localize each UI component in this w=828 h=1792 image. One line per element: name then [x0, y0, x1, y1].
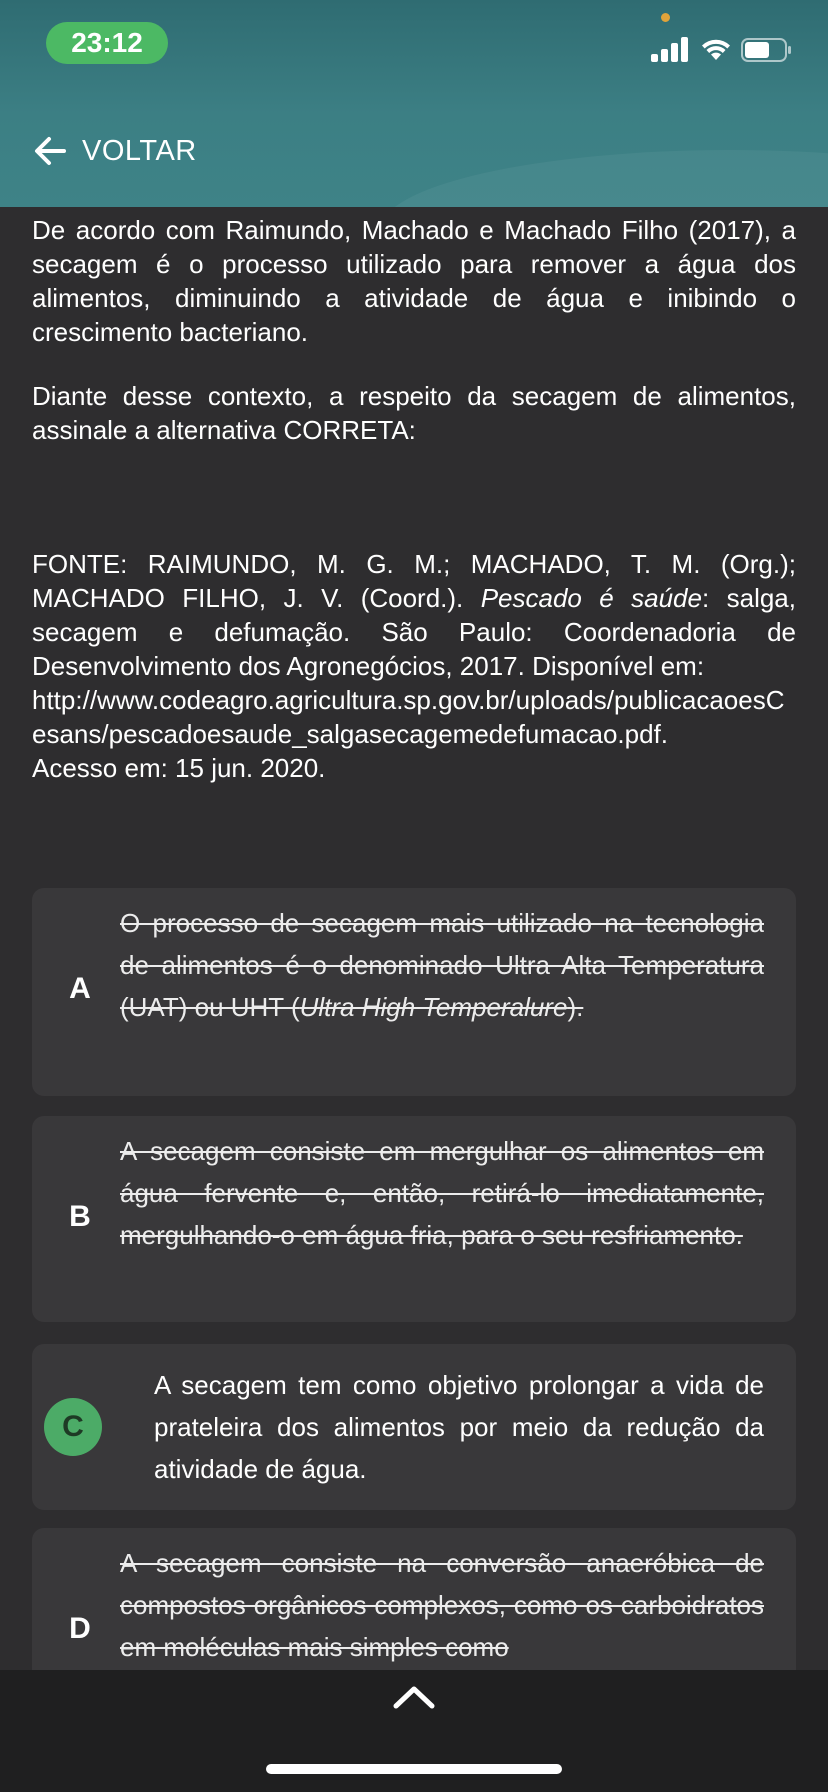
question-source [32, 547, 796, 785]
chevron-up-icon[interactable] [392, 1682, 436, 1712]
wifi-icon [700, 36, 732, 62]
status-time[interactable]: 23:12 [46, 22, 168, 64]
home-indicator[interactable] [266, 1764, 562, 1774]
back-button[interactable] [30, 128, 197, 174]
arrow-left-icon [30, 131, 70, 171]
privacy-indicator-dot [661, 13, 670, 22]
battery-icon [741, 38, 793, 62]
option-text [120, 902, 764, 1028]
question-content [32, 213, 796, 815]
option-a[interactable] [32, 888, 796, 1096]
option-text: A secagem tem como objetivo prolongar a vida de prateleira dos alimentos por meio da redução da atividade de água. [154, 1370, 764, 1484]
question-intro: De acordo com Raimundo, Machado e Machado Filho (2017), a secagem é o processo utilizado para remover a água dos alimentos, diminuindo a atividade de água e inibindo o crescimento bacteriano. [32, 215, 796, 347]
option-letter-correct-badge: C [44, 1398, 102, 1456]
header-decoration [380, 150, 828, 207]
source-title: Pescado é saúde [480, 583, 702, 613]
back-button-label: VOLTAR [82, 134, 197, 167]
option-text-end: ). [567, 992, 584, 1022]
source-access: Acesso em: 15 jun. 2020. [32, 753, 326, 783]
option-letter: A [69, 972, 91, 1005]
question-prompt: Diante desse contexto, a respeito da secagem de alimentos, assinale a alternativa CORRETA: [32, 381, 796, 445]
option-text-italic: Ultra High Temperalure [299, 992, 568, 1022]
option-text-main: O processo de secagem mais utilizado na tecnologia de alimentos é o denominado Ultra Alta Temperatura (UAT) ou UHT ( [120, 908, 764, 1022]
option-b[interactable] [32, 1116, 796, 1322]
option-text: A secagem consiste em mergulhar os alimentos em água fervente e, então, retirá-lo imediatamente, mergulhando-o em água fria, para o seu resfriamento. [120, 1136, 764, 1250]
option-c[interactable] [32, 1344, 796, 1510]
source-url: http://www.codeagro.agricultura.sp.gov.br/uploads/publicacaoesCesans/pescadoesaude_salgasecagemedefumacao.pdf. [32, 685, 785, 749]
header [0, 0, 828, 207]
cellular-signal-icon [650, 36, 692, 62]
source-suffix: : salga, secagem e defumação. São Paulo: Coordenadoria de Desenvolvimento dos Agronegócios, 2017. Disponível em: [32, 583, 796, 681]
option-letter: D [69, 1612, 91, 1645]
source-prefix: FONTE: RAIMUNDO, M. G. M.; MACHADO, T. M. (Org.); MACHADO FILHO, J. V. (Coord.). [32, 549, 796, 613]
option-letter: B [69, 1200, 91, 1233]
option-text: A secagem consiste na conversão anaeróbica de compostos orgânicos complexos, como os carboidratos em moléculas mais simples como [120, 1548, 764, 1662]
